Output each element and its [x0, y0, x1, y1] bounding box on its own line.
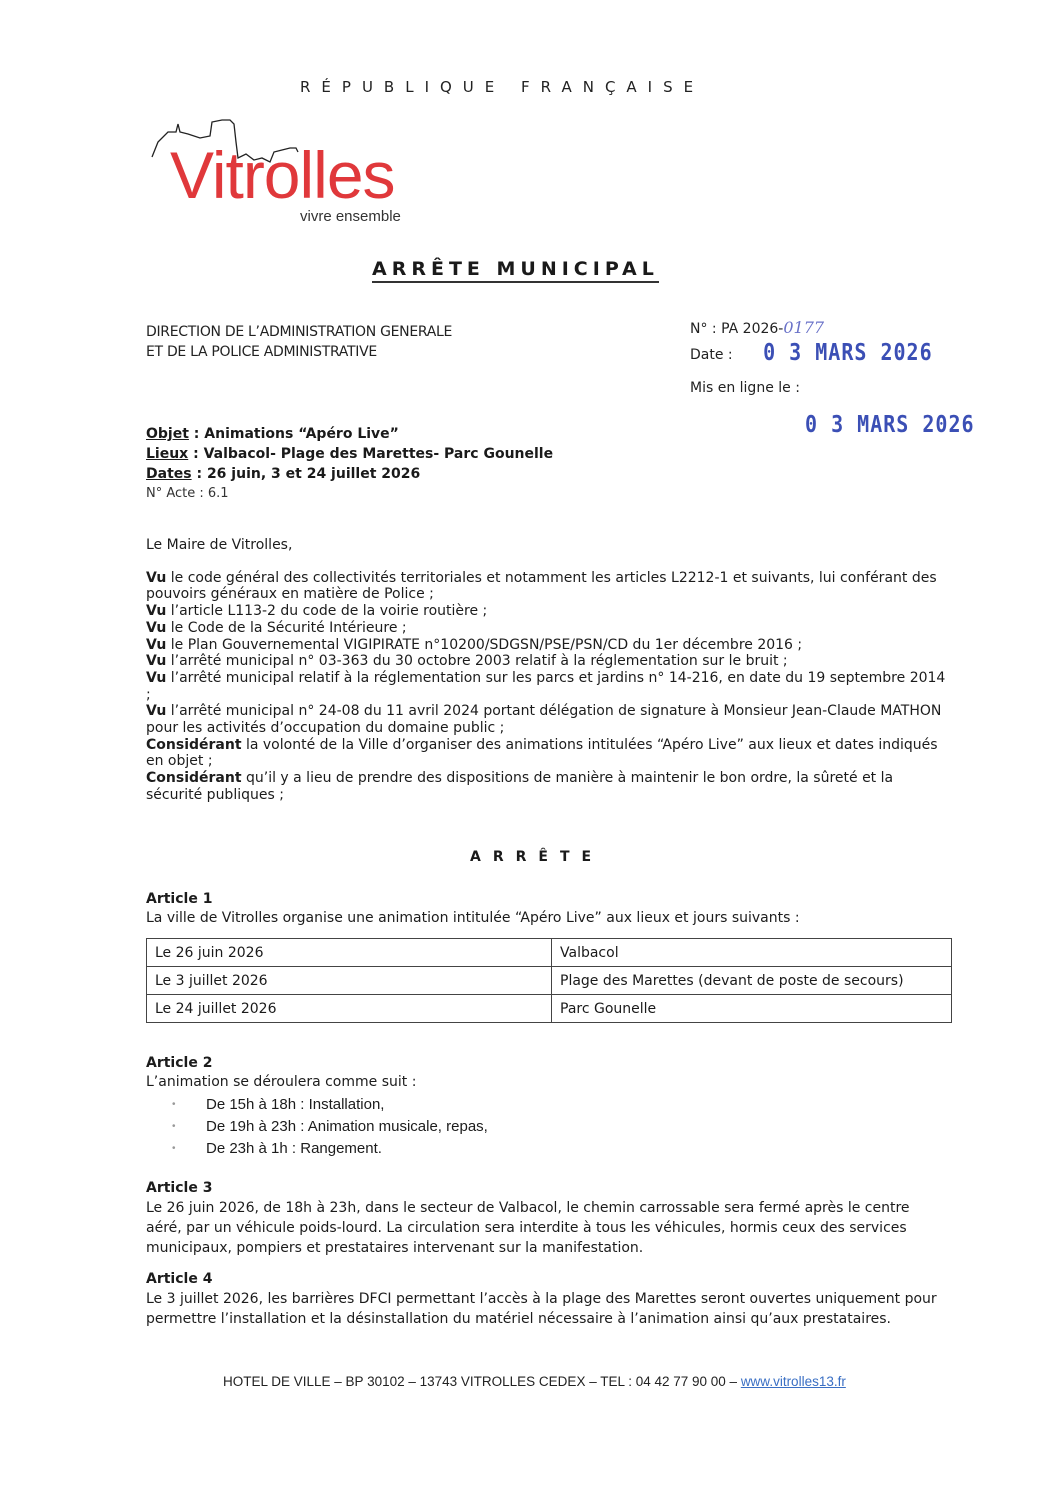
list-item: [172, 1094, 946, 1116]
preamble-item: [146, 703, 946, 736]
online-label: Mis en ligne le :: [690, 380, 800, 396]
preamble: [146, 537, 946, 804]
preamble-lead: Vu: [146, 669, 167, 686]
article-4-title: Article 4: [146, 1271, 213, 1287]
department-line-1: DIRECTION DE L’ADMINISTRATION GENERALE: [146, 324, 453, 340]
dates-label: Dates: [146, 466, 192, 482]
cell-place: Valbacol: [552, 939, 952, 967]
cell-place: Plage des Marettes (devant de poste de secours): [552, 967, 952, 995]
list-item-text: De 15h à 18h : Installation,: [206, 1096, 385, 1113]
article-4-text: Le 3 juillet 2026, les barrières DFCI permettant l’accès à la plage des Marettes seront ouvertes uniquement pour permettre l’installation et la désinstallation du matériel nécessaire à l’animation ainsi qu’aux prestataires.: [146, 1291, 937, 1327]
preamble-text: l’arrêté municipal n° 24-08 du 11 avril 2024 portant délégation de signature à Monsieur Jean-Claude MATHON pour les activités d’occupation du domaine public ;: [146, 703, 942, 737]
preamble-item: [146, 770, 946, 803]
reference-label: N° : PA 2026-: [690, 321, 784, 337]
preamble-items: [146, 570, 946, 804]
preamble-item: [146, 570, 946, 603]
preamble-lead: Vu: [146, 619, 167, 636]
cell-place: Parc Gounelle: [552, 995, 952, 1023]
preamble-text: qu’il y a lieu de prendre des dispositions de manière à maintenir le bon ordre, la sûreté et la sécurité publiques ;: [146, 770, 894, 803]
cell-date: Le 26 juin 2026: [147, 939, 552, 967]
list-item: [172, 1138, 946, 1160]
article-3-title: Article 3: [146, 1180, 213, 1196]
preamble-text: le Plan Gouvernemental VIGIPIRATE n°10200/SDGSN/PSE/PSN/CD du 1er décembre 2016 ;: [166, 636, 803, 653]
article-3: [146, 1179, 946, 1258]
footer: [223, 1374, 846, 1389]
date-label: Date :: [690, 347, 733, 363]
objet-label: Objet: [146, 426, 189, 442]
arrete-heading: ARRÊTE: [470, 849, 604, 865]
preamble-text: l’arrêté municipal n° 03-363 du 30 octobre 2003 relatif à la réglementation sur le bruit ;: [166, 653, 788, 670]
preamble-lead: Vu: [146, 653, 167, 670]
preamble-item: [146, 637, 946, 654]
article-2-text: L’animation se déroulera comme suit :: [146, 1074, 417, 1090]
online-stamp-text: 0 3 MARS 2026: [805, 410, 975, 438]
timetable-list: [146, 1094, 946, 1160]
dates-value: : 26 juin, 3 et 24 juillet 2026: [191, 466, 421, 482]
subject-block: [146, 424, 553, 504]
schedule-table: [146, 938, 952, 1023]
date-row: [690, 340, 933, 364]
lieux-label: Lieux: [146, 446, 189, 462]
preamble-item: [146, 653, 946, 670]
handwritten-number: 0177: [783, 318, 825, 337]
list-item-text: De 23h à 1h : Rangement.: [206, 1140, 382, 1157]
article-2-title: Article 2: [146, 1055, 213, 1071]
preamble-item: [146, 670, 946, 703]
article-4: [146, 1270, 946, 1329]
table-row: [147, 995, 952, 1023]
lieux-value: : Valbacol- Plage des Marettes- Parc Gounelle: [188, 446, 554, 462]
article-2: [146, 1054, 946, 1160]
preamble-lead: Vu: [146, 636, 167, 653]
preamble-lead: Considérant: [146, 736, 242, 753]
website-link[interactable]: www.vitrolles13.fr: [740, 1374, 846, 1389]
preamble-lead: Considérant: [146, 770, 242, 787]
bullet-icon: •: [172, 1099, 176, 1110]
logo-tagline: vivre ensemble: [300, 208, 401, 225]
date-stamp: 0 3 MARS 2026: [763, 338, 933, 366]
department-line-2: ET DE LA POLICE ADMINISTRATIVE: [146, 344, 377, 360]
preamble-text: l’article L113-2 du code de la voirie routière ;: [166, 603, 488, 620]
table-row: [147, 939, 952, 967]
preamble-text: le code général des collectivités territoriales et notamment les articles L2212-1 et suivants, lui conférant des pouvoirs généraux en matière de Police ;: [146, 569, 937, 603]
footer-address: HOTEL DE VILLE – BP 30102 – 13743 VITROLLES CEDEX – TEL : 04 42 77 90 00 –: [223, 1374, 741, 1389]
article-1-title: Article 1: [146, 891, 213, 907]
bullet-icon: •: [172, 1143, 176, 1154]
republique-francaise-heading: RÉPUBLIQUE FRANÇAISE: [300, 78, 705, 96]
preamble-item: [146, 737, 946, 770]
article-1-text: La ville de Vitrolles organise une animation intitulée “Apéro Live” aux lieux et jours suivants :: [146, 910, 800, 926]
cell-date: Le 3 juillet 2026: [147, 967, 552, 995]
preamble-item: [146, 603, 946, 620]
preamble-lead: Vu: [146, 703, 167, 720]
greeting: Le Maire de Vitrolles,: [146, 537, 293, 553]
table-row: [147, 967, 952, 995]
online-date-stamp: [805, 412, 975, 436]
bullet-icon: •: [172, 1121, 176, 1132]
issuing-department: [146, 322, 452, 362]
preamble-item: [146, 620, 946, 637]
article-3-text: Le 26 juin 2026, de 18h à 23h, dans le secteur de Valbacol, le chemin carrossable sera fermé après le centre aéré, par un véhicule poids-lourd. La circulation sera interdite à tous les véhicules, hormis ceux des services municipaux, pompiers et prestataires intervenant sur la manifestation.: [146, 1200, 910, 1256]
reference-number: [690, 318, 824, 339]
logo-wordmark: Vitrolles: [170, 138, 395, 212]
cell-date: Le 24 juillet 2026: [147, 995, 552, 1023]
list-item: [172, 1116, 946, 1138]
acte-number: N° Acte : 6.1: [146, 486, 229, 501]
vitrolles-logo: [150, 112, 450, 232]
preamble-text: la volonté de la Ville d’organiser des animations intitulées “Apéro Live” aux lieux et dates indiqués en objet ;: [146, 736, 938, 770]
objet-value: : Animations “Apéro Live”: [188, 426, 399, 442]
list-item-text: De 19h à 23h : Animation musicale, repas,: [206, 1118, 488, 1135]
article-1: [146, 890, 946, 928]
preamble-text: l’arrêté municipal relatif à la réglementation sur les parcs et jardins n° 14-216, en date du 19 septembre 2014 ;: [146, 669, 946, 703]
preamble-lead: Vu: [146, 569, 167, 586]
preamble-lead: Vu: [146, 603, 167, 620]
document-title: ARRÊTE MUNICIPAL: [372, 258, 659, 283]
preamble-text: le Code de la Sécurité Intérieure ;: [166, 619, 407, 636]
